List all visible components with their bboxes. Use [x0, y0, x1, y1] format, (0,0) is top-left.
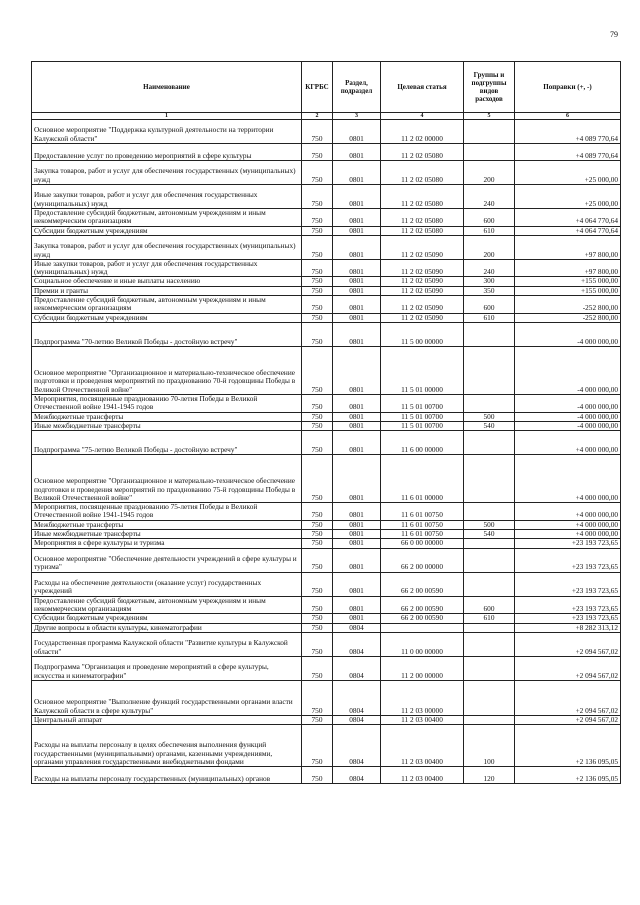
row-section: 0804	[333, 725, 381, 767]
table-row	[32, 161, 621, 185]
row-section: 0801	[333, 144, 381, 161]
row-amount: +2 094 567,02	[515, 656, 621, 680]
row-name: Субсидии бюджетным учреждениям	[32, 226, 302, 235]
row-group	[464, 431, 515, 455]
row-target: 11 2 02 05090	[381, 277, 464, 286]
row-section: 0801	[333, 296, 381, 314]
row-amount: +155 000,00	[515, 286, 621, 295]
row-amount: -4 000 000,00	[515, 412, 621, 421]
row-section: 0801	[333, 503, 381, 521]
row-section: 0804	[333, 623, 381, 632]
row-kgrbs: 750	[302, 503, 333, 521]
table-row	[32, 548, 621, 572]
row-group: 540	[464, 530, 515, 539]
row-amount: -4 000 000,00	[515, 394, 621, 412]
table-row	[32, 572, 621, 596]
row-group: 350	[464, 286, 515, 295]
table-row	[32, 322, 621, 346]
row-amount: +25 000,00	[515, 161, 621, 185]
table-row	[32, 394, 621, 412]
row-group	[464, 572, 515, 596]
row-name: Межбюджетные трансферты	[32, 412, 302, 421]
row-target: 11 2 02 05090	[381, 235, 464, 259]
row-name: Закупка товаров, работ и услуг для обеспечения государственных (муниципальных) нужд	[32, 161, 302, 185]
row-amount: +155 000,00	[515, 277, 621, 286]
row-name: Субсидии бюджетным учреждениям	[32, 614, 302, 623]
row-target: 66 2 00 00590	[381, 572, 464, 596]
row-group: 240	[464, 185, 515, 209]
row-kgrbs: 750	[302, 235, 333, 259]
row-amount: +4 000 000,00	[515, 530, 621, 539]
row-amount: +2 136 095,05	[515, 725, 621, 767]
row-target: 11 0 00 00000	[381, 632, 464, 656]
column-header-name: Наименование	[32, 62, 302, 113]
row-kgrbs: 750	[302, 614, 333, 623]
table-row	[32, 412, 621, 421]
row-section: 0801	[333, 161, 381, 185]
row-target: 66 0 00 00000	[381, 539, 464, 548]
row-target: 11 5 01 00700	[381, 394, 464, 412]
table-row	[32, 144, 621, 161]
row-section: 0801	[333, 421, 381, 430]
row-amount: +25 000,00	[515, 185, 621, 209]
row-name: Расходы на обеспечение деятельности (оказание услуг) государственных учреждений	[32, 572, 302, 596]
row-amount: +2 094 567,02	[515, 680, 621, 715]
row-amount: +23 193 723,65	[515, 572, 621, 596]
table-row	[32, 455, 621, 503]
row-section: 0801	[333, 226, 381, 235]
table-row	[32, 296, 621, 314]
row-group: 500	[464, 412, 515, 421]
row-target: 66 2 00 00590	[381, 614, 464, 623]
table-row	[32, 767, 621, 784]
row-section: 0801	[333, 185, 381, 209]
row-section: 0801	[333, 120, 381, 144]
row-section: 0801	[333, 209, 381, 227]
row-name: Основное мероприятие "Выполнение функций государственными органами власти Калужской области в сфере культуры"	[32, 680, 302, 715]
row-name: Предоставление субсидий бюджетным, автономным учреждениям и иным некоммерческим организациям	[32, 296, 302, 314]
row-section: 0801	[333, 286, 381, 295]
row-target: 11 6 01 00000	[381, 455, 464, 503]
row-amount: +2 094 567,02	[515, 632, 621, 656]
row-target: 11 2 03 00400	[381, 725, 464, 767]
page-number: 79	[610, 30, 618, 39]
row-target: 11 2 03 00400	[381, 767, 464, 784]
row-name: Центральный аппарат	[32, 715, 302, 724]
row-group	[464, 144, 515, 161]
row-target: 11 6 00 00000	[381, 431, 464, 455]
column-header-groups: Группы и подгруппы видов расходов	[464, 62, 515, 113]
row-kgrbs: 750	[302, 680, 333, 715]
row-name: Другие вопросы в области культуры, кинематографии	[32, 623, 302, 632]
row-group: 600	[464, 209, 515, 227]
row-target: 11 2 03 00400	[381, 715, 464, 724]
row-amount: +4 089 770,64	[515, 144, 621, 161]
row-group	[464, 455, 515, 503]
row-target: 11 2 02 00000	[381, 120, 464, 144]
row-group: 500	[464, 520, 515, 529]
table-row	[32, 431, 621, 455]
row-name: Иные закупки товаров, работ и услуг для обеспечения государственных (муниципальных) нужд	[32, 185, 302, 209]
row-kgrbs: 750	[302, 313, 333, 322]
row-target: 66 2 00 00590	[381, 596, 464, 614]
column-number: 6	[515, 113, 621, 120]
row-amount: +97 800,00	[515, 235, 621, 259]
row-name: Государственная программа Калужской области "Развитие культуры в Калужской области"	[32, 632, 302, 656]
row-section: 0801	[333, 322, 381, 346]
column-number: 1	[32, 113, 302, 120]
table-row	[32, 226, 621, 235]
row-amount: +2 136 095,05	[515, 767, 621, 784]
row-kgrbs: 750	[302, 725, 333, 767]
table-row	[32, 623, 621, 632]
row-name: Основное мероприятие "Поддержка культурной деятельности на территории Калужской области"	[32, 120, 302, 144]
row-name: Расходы на выплаты персоналу в целях обеспечения выполнения функций государственными (муниципальными) органами, казенными учреждениями, органами управления государственными внебюджетными фондами	[32, 725, 302, 767]
row-target: 11 2 03 00000	[381, 680, 464, 715]
row-group: 540	[464, 421, 515, 430]
row-kgrbs: 750	[302, 455, 333, 503]
row-target: 11 6 01 00750	[381, 503, 464, 521]
row-section: 0801	[333, 394, 381, 412]
row-section: 0804	[333, 632, 381, 656]
row-name: Премии и гранты	[32, 286, 302, 295]
row-name: Предоставление субсидий бюджетным, автономным учреждениям и иным некоммерческим организациям	[32, 596, 302, 614]
row-section: 0801	[333, 548, 381, 572]
row-kgrbs: 750	[302, 412, 333, 421]
row-kgrbs: 750	[302, 144, 333, 161]
column-header-section: Раздел, подраздел	[333, 62, 381, 113]
table-row	[32, 421, 621, 430]
row-kgrbs: 750	[302, 209, 333, 227]
row-group	[464, 322, 515, 346]
row-section: 0801	[333, 412, 381, 421]
row-group: 120	[464, 767, 515, 784]
row-section: 0801	[333, 346, 381, 394]
row-amount: -4 000 000,00	[515, 322, 621, 346]
column-header-amendments: Поправки (+, -)	[515, 62, 621, 113]
row-target: 11 2 02 05090	[381, 313, 464, 322]
row-kgrbs: 750	[302, 656, 333, 680]
row-section: 0804	[333, 680, 381, 715]
row-section: 0801	[333, 431, 381, 455]
row-section: 0801	[333, 313, 381, 322]
row-name: Иные межбюджетные трансферты	[32, 421, 302, 430]
row-target: 11 2 02 05080	[381, 144, 464, 161]
row-kgrbs: 750	[302, 548, 333, 572]
row-name: Основное мероприятие "Организационное и материально-техническое обеспечение подготовки и проведения мероприятий по празднованию 75-й годовщины Победы в Великой Отечественной войне"	[32, 455, 302, 503]
row-kgrbs: 750	[302, 120, 333, 144]
row-name: Расходы на выплаты персоналу государственных (муниципальных) органов	[32, 767, 302, 784]
row-section: 0801	[333, 596, 381, 614]
row-target: 11 5 01 00000	[381, 346, 464, 394]
header-row	[32, 62, 621, 113]
column-header-kgrbs: КГРБС	[302, 62, 333, 113]
budget-amendments-table	[31, 61, 621, 784]
row-section: 0801	[333, 277, 381, 286]
row-target: 11 2 02 05090	[381, 259, 464, 277]
row-kgrbs: 750	[302, 539, 333, 548]
row-kgrbs: 750	[302, 277, 333, 286]
row-target: 11 6 01 00750	[381, 520, 464, 529]
table-row	[32, 277, 621, 286]
row-kgrbs: 750	[302, 572, 333, 596]
row-target: 66 2 00 00000	[381, 548, 464, 572]
table-row	[32, 346, 621, 394]
row-amount: +23 193 723,65	[515, 548, 621, 572]
row-kgrbs: 750	[302, 161, 333, 185]
row-amount: +4 000 000,00	[515, 431, 621, 455]
row-name: Мероприятия, посвященные празднованию 70-летия Победы в Великой Отечественной войне 1941-1945 годов	[32, 394, 302, 412]
row-kgrbs: 750	[302, 226, 333, 235]
row-kgrbs: 750	[302, 296, 333, 314]
row-name: Подпрограмма "Организация и проведение мероприятий в сфере культуры, искусства и кинематографии"	[32, 656, 302, 680]
row-section: 0804	[333, 656, 381, 680]
table-row	[32, 185, 621, 209]
row-section: 0801	[333, 520, 381, 529]
row-kgrbs: 750	[302, 259, 333, 277]
row-name: Подпрограмма "75-летию Великой Победы - достойную встречу"	[32, 431, 302, 455]
table-row	[32, 614, 621, 623]
row-name: Основное мероприятие "Организационное и материально-техническое обеспечение подготовки и проведения мероприятий по празднованию 70-й годовщины Победы в Великой Отечественной войне"	[32, 346, 302, 394]
row-target: 11 2 02 05090	[381, 296, 464, 314]
row-group	[464, 680, 515, 715]
table-row	[32, 313, 621, 322]
row-group: 200	[464, 235, 515, 259]
row-group	[464, 346, 515, 394]
row-group: 600	[464, 296, 515, 314]
column-number: 2	[302, 113, 333, 120]
table-row	[32, 715, 621, 724]
row-amount: +23 193 723,65	[515, 596, 621, 614]
table-row	[32, 235, 621, 259]
row-kgrbs: 750	[302, 632, 333, 656]
table-row	[32, 209, 621, 227]
row-kgrbs: 750	[302, 346, 333, 394]
row-group: 600	[464, 596, 515, 614]
row-kgrbs: 750	[302, 520, 333, 529]
row-amount: +4 000 000,00	[515, 520, 621, 529]
row-name: Иные закупки товаров, работ и услуг для обеспечения государственных (муниципальных) нужд	[32, 259, 302, 277]
row-target: 11 5 00 00000	[381, 322, 464, 346]
row-group: 300	[464, 277, 515, 286]
row-amount: +23 193 723,65	[515, 614, 621, 623]
row-kgrbs: 750	[302, 623, 333, 632]
row-target: 11 2 00 00000	[381, 656, 464, 680]
row-target: 11 6 01 00750	[381, 530, 464, 539]
row-group	[464, 503, 515, 521]
row-name: Подпрограмма "70-летию Великой Победы - достойную встречу"	[32, 322, 302, 346]
row-kgrbs: 750	[302, 185, 333, 209]
row-name: Предоставление услуг по проведению мероприятий в сфере культуры	[32, 144, 302, 161]
table-row	[32, 656, 621, 680]
column-number-row	[32, 113, 621, 120]
row-section: 0801	[333, 614, 381, 623]
table-row	[32, 503, 621, 521]
row-name: Закупка товаров, работ и услуг для обеспечения государственных (муниципальных) нужд	[32, 235, 302, 259]
row-section: 0804	[333, 715, 381, 724]
row-amount: -4 000 000,00	[515, 346, 621, 394]
row-name: Предоставление субсидий бюджетным, автономным учреждениям и иным некоммерческим организациям	[32, 209, 302, 227]
row-kgrbs: 750	[302, 394, 333, 412]
row-target: 11 2 02 05080	[381, 185, 464, 209]
row-amount: -252 800,00	[515, 296, 621, 314]
row-group	[464, 623, 515, 632]
row-name: Иные межбюджетные трансферты	[32, 530, 302, 539]
row-group: 610	[464, 313, 515, 322]
row-group	[464, 632, 515, 656]
row-name: Социальное обеспечение и иные выплаты населению	[32, 277, 302, 286]
row-target: 11 2 02 05090	[381, 286, 464, 295]
row-section: 0801	[333, 235, 381, 259]
row-target: 11 2 02 05080	[381, 209, 464, 227]
row-kgrbs: 750	[302, 715, 333, 724]
row-section: 0801	[333, 539, 381, 548]
row-group	[464, 656, 515, 680]
row-kgrbs: 750	[302, 596, 333, 614]
row-target: 11 2 02 05080	[381, 226, 464, 235]
row-name: Основное мероприятие "Обеспечение деятельности учреждений в сфере культуры и туризма"	[32, 548, 302, 572]
row-section: 0804	[333, 767, 381, 784]
row-name: Субсидии бюджетным учреждениям	[32, 313, 302, 322]
column-number: 3	[333, 113, 381, 120]
row-target	[381, 623, 464, 632]
row-group: 610	[464, 226, 515, 235]
table-row	[32, 120, 621, 144]
table-row	[32, 539, 621, 548]
row-section: 0801	[333, 259, 381, 277]
table-row	[32, 680, 621, 715]
row-kgrbs: 750	[302, 322, 333, 346]
table-row	[32, 596, 621, 614]
column-header-target: Целевая статья	[381, 62, 464, 113]
row-kgrbs: 750	[302, 421, 333, 430]
row-group	[464, 715, 515, 724]
row-name: Межбюджетные трансферты	[32, 520, 302, 529]
row-section: 0801	[333, 455, 381, 503]
row-name: Мероприятия в сфере культуры и туризма	[32, 539, 302, 548]
row-target: 11 2 02 05080	[381, 161, 464, 185]
row-group	[464, 120, 515, 144]
row-target: 11 5 01 00700	[381, 421, 464, 430]
row-amount: -4 000 000,00	[515, 421, 621, 430]
row-amount: +23 193 723,65	[515, 539, 621, 548]
row-section: 0801	[333, 530, 381, 539]
row-name: Мероприятия, посвященные празднованию 75-летия Победы в Великой Отечественной войне 1941-1945 годов	[32, 503, 302, 521]
row-section: 0801	[333, 572, 381, 596]
row-amount: -252 800,00	[515, 313, 621, 322]
table-row	[32, 259, 621, 277]
row-group	[464, 548, 515, 572]
row-kgrbs: 750	[302, 431, 333, 455]
row-group	[464, 394, 515, 412]
row-kgrbs: 750	[302, 286, 333, 295]
row-amount: +97 800,00	[515, 259, 621, 277]
row-group: 200	[464, 161, 515, 185]
row-amount: +4 064 770,64	[515, 209, 621, 227]
row-amount: +4 064 770,64	[515, 226, 621, 235]
column-number: 4	[381, 113, 464, 120]
row-target: 11 5 01 00700	[381, 412, 464, 421]
row-amount: +4 000 000,00	[515, 503, 621, 521]
row-kgrbs: 750	[302, 767, 333, 784]
column-number: 5	[464, 113, 515, 120]
row-amount: +2 094 567,02	[515, 715, 621, 724]
row-group: 100	[464, 725, 515, 767]
row-kgrbs: 750	[302, 530, 333, 539]
row-group: 610	[464, 614, 515, 623]
table-row	[32, 632, 621, 656]
table-row	[32, 725, 621, 767]
row-amount: +4 089 770,64	[515, 120, 621, 144]
row-group: 240	[464, 259, 515, 277]
row-amount: +4 000 000,00	[515, 455, 621, 503]
row-group	[464, 539, 515, 548]
row-amount: +8 282 313,12	[515, 623, 621, 632]
